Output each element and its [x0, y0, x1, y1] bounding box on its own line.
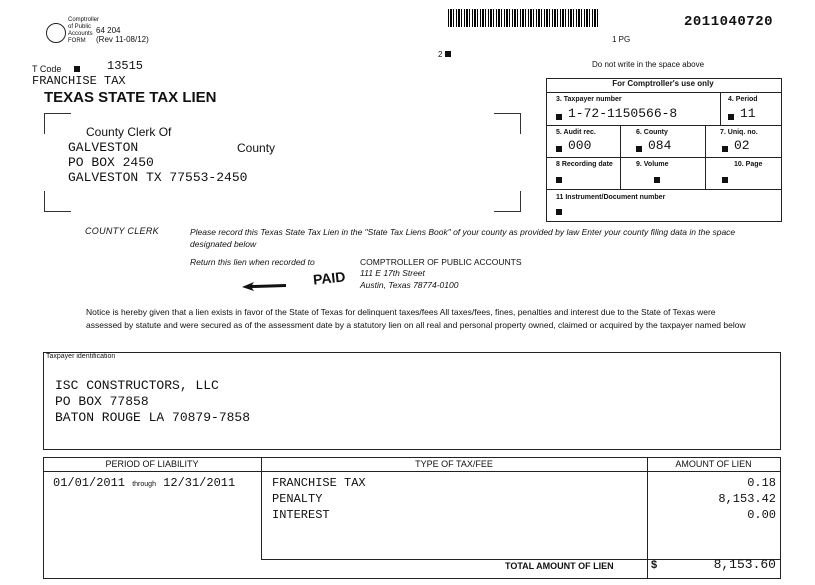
marker-square-icon	[728, 114, 734, 120]
arrow-stamp-icon	[240, 281, 288, 291]
through-word: through	[132, 481, 156, 488]
total-amount: 8,153.60	[713, 557, 776, 572]
return-name: COMPTROLLER OF PUBLIC ACCOUNTS	[360, 257, 522, 267]
volume-label: 9. Volume	[636, 161, 669, 168]
audit-rec-value: 000	[568, 138, 592, 153]
period-label: 4. Period	[728, 96, 758, 103]
recording-date-label: 8 Recording date	[556, 161, 613, 168]
return-instruction: Return this lien when recorded to	[190, 257, 315, 267]
page-title: TEXAS STATE TAX LIEN	[44, 89, 217, 106]
return-street: 111 E 17th Street	[360, 268, 425, 278]
record-instruction: Please record this Texas State Tax Lien in the "State Tax Liens Book" of your county as provided by law Enter your county filing data in the space designated below	[190, 227, 736, 249]
marker-square-icon	[556, 114, 562, 120]
address-line: PO BOX 2450	[68, 155, 154, 170]
audit-rec-label: 5. Audit rec.	[556, 129, 596, 136]
tax-type: FRANCHISE TAX	[32, 74, 126, 88]
divider	[546, 125, 781, 126]
marker-square-icon	[722, 177, 728, 183]
divider	[720, 92, 721, 125]
column-header-amount: AMOUNT OF LIEN	[675, 459, 752, 469]
period-value: 11	[740, 106, 756, 121]
comptroller-box-title: For Comptroller's use only	[612, 79, 714, 88]
address-line: County Clerk Of	[86, 125, 172, 139]
do-not-write-notice: Do not write in the space above	[592, 60, 705, 69]
tax-type-cell: PENALTY	[272, 492, 323, 506]
marker-square-icon	[556, 146, 562, 152]
page-count: 1 PG	[612, 35, 631, 44]
form-number: 64 204	[96, 26, 121, 35]
comptroller-seal-icon	[46, 23, 66, 43]
barcode	[448, 9, 598, 27]
taxpayer-number-label: 3. Taxpayer number	[556, 96, 622, 103]
currency-symbol: $	[651, 559, 658, 571]
marker-square-icon	[445, 51, 451, 57]
address-frame-corner	[494, 113, 521, 134]
county-clerk-address	[68, 125, 247, 185]
t-code-value: 13515	[107, 59, 144, 73]
county-code-label: 6. County	[636, 129, 668, 136]
taxpayer-address-line: BATON ROUGE LA 70879-7858	[55, 410, 251, 425]
county-clerk-heading: COUNTY CLERK	[85, 226, 159, 236]
taxpayer-address-line: PO BOX 77858	[55, 394, 149, 409]
column-divider	[261, 457, 262, 559]
divider	[546, 157, 781, 158]
county-code-value: 084	[648, 138, 672, 153]
county-word: County	[237, 141, 276, 155]
period-from: 01/01/2011	[53, 476, 126, 490]
t-code-label	[32, 64, 80, 74]
total-label: TOTAL AMOUNT OF LIEN	[505, 561, 614, 571]
paid-stamp: PAID	[312, 268, 347, 288]
barcode-index-value: 2	[438, 50, 443, 59]
taxpayer-identification	[55, 378, 250, 426]
divider	[705, 125, 706, 189]
marker-square-icon	[636, 146, 642, 152]
tax-type-cell: INTEREST	[272, 508, 330, 522]
marker-square-icon	[654, 177, 660, 183]
divider	[620, 125, 621, 189]
address-frame-corner	[44, 191, 71, 212]
column-header-type: TYPE OF TAX/FEE	[415, 459, 493, 469]
address-line: GALVESTON	[68, 140, 139, 155]
taxpayer-number: 1-72-1150566-8	[568, 106, 678, 121]
divider	[546, 92, 781, 93]
uniq-no-label: 7. Uniq. no.	[720, 129, 758, 136]
tax-type-cell: FRANCHISE TAX	[272, 476, 366, 490]
t-code-label-text: T Code	[32, 64, 62, 74]
marker-square-icon	[556, 209, 562, 215]
marker-square-icon	[556, 177, 562, 183]
marker-square-icon	[74, 66, 80, 72]
amount-cell: 0.00	[747, 508, 776, 522]
address-frame-corner	[44, 113, 71, 134]
period-to: 12/31/2011	[163, 476, 236, 490]
uniq-no-value: 02	[734, 138, 750, 153]
seal-label: Comptroller of Public Accounts FORM	[68, 17, 100, 44]
lien-notice: Notice is hereby given that a lien exists in favor of the State of Texas for delinquent taxes/fees All taxes/fees, fines, penalties and interest due to the State of Texas were assessed by statute and were secured as of the assessment date by a statutory lien on all real and personal property owned, claimed or acquired by the taxpayer named below	[86, 307, 746, 330]
amount-cell: 8,153.42	[718, 492, 776, 506]
form-revision: (Rev 11-08/12)	[96, 35, 149, 44]
marker-square-icon	[722, 146, 728, 152]
taxpayer-label: Taxpayer identification	[46, 353, 116, 360]
column-header-period: PERIOD OF LIABILITY	[105, 459, 199, 469]
instrument-number-label: 11 Instrument/Document number	[556, 194, 666, 201]
divider	[546, 189, 781, 190]
document-number: 2011040720	[684, 14, 774, 30]
barcode-index	[438, 50, 451, 59]
return-city: Austin, Texas 78774-0100	[360, 280, 459, 290]
address-line: GALVESTON TX 77553-2450	[68, 170, 248, 185]
taxpayer-name: ISC CONSTRUCTORS, LLC	[55, 378, 219, 393]
form-number-block	[96, 26, 149, 44]
period-of-liability	[53, 476, 235, 490]
table-header-divider	[43, 471, 780, 472]
amount-cell: 0.18	[747, 476, 776, 490]
address-frame-corner	[494, 191, 521, 212]
page-label: 10. Page	[734, 161, 763, 168]
